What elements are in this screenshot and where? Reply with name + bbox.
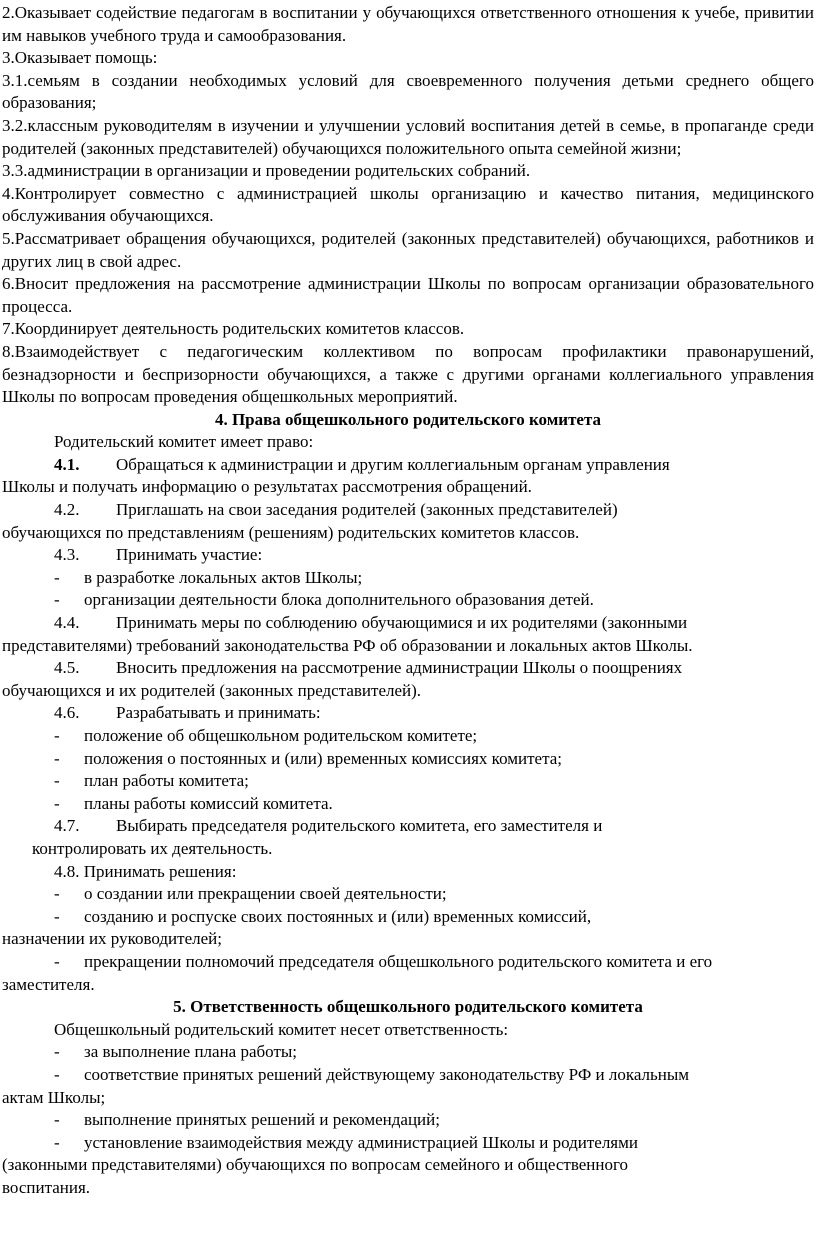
paragraph-6: 6.Вносит предложения на рассмотрение администрации Школы по вопросам организации образовательного процесса. bbox=[2, 274, 814, 316]
list-item-text: о создании или прекращении своей деятельности; bbox=[84, 884, 447, 904]
list-item bbox=[2, 589, 814, 612]
dash-marker: - bbox=[54, 748, 60, 768]
paragraph-2: 2.Оказывает содействие педагогам в воспитании у обучающихся ответственного отношения к учебе, привитии им навыков учебного труда и самообразования. bbox=[2, 3, 814, 45]
dash-marker: - bbox=[54, 1064, 60, 1084]
list-item-text: план работы комитета; bbox=[84, 771, 249, 791]
list-item bbox=[2, 793, 814, 816]
list-item bbox=[2, 725, 814, 748]
item-number: 4.1. bbox=[54, 454, 80, 474]
list-item-text: установление взаимодействия между администрацией Школы и родителями bbox=[84, 1132, 638, 1152]
list-item-text: положение об общешкольном родительском комитете; bbox=[84, 726, 478, 745]
dash-marker: - bbox=[54, 771, 60, 791]
list-item-continuation: заместителя. bbox=[2, 974, 95, 994]
list-item-continuation: (законными представителями) обучающихся по вопросам семейного и общественного bbox=[2, 1155, 629, 1175]
list-item-text: соответствие принятых решений действующему законодательству РФ и локальным bbox=[84, 1064, 690, 1084]
item-4-7 bbox=[2, 815, 814, 838]
list-item bbox=[2, 1041, 814, 1064]
dash-marker: - bbox=[54, 884, 60, 904]
item-number: 4.7. bbox=[54, 816, 80, 836]
dash-marker: - bbox=[54, 951, 60, 971]
item-text: Принимать меры по соблюдению обучающимися и их родителями (законными bbox=[116, 613, 688, 633]
item-4-2 bbox=[2, 499, 814, 522]
item-4-7-continuation: контролировать их деятельность. bbox=[32, 838, 273, 858]
list-item bbox=[2, 951, 814, 974]
list-item-continuation: воспитания. bbox=[2, 1177, 91, 1197]
section-4-heading: 4. Права общешкольного родительского комитета bbox=[214, 409, 602, 429]
list-item-text: планы работы комиссий комитета. bbox=[84, 793, 333, 813]
item-text: Выбирать председателя родительского комитета, его заместителя и bbox=[116, 816, 603, 836]
item-4-1-continuation: Школы и получать информацию о результатах рассмотрения обращений. bbox=[2, 477, 532, 497]
item-number: 4.2. bbox=[54, 500, 80, 520]
paragraph-3-1: 3.1.семьям в создании необходимых условий для своевременного получения детьми среднего общего образования; bbox=[2, 70, 814, 113]
dash-marker: - bbox=[54, 906, 60, 926]
item-4-5 bbox=[2, 657, 814, 680]
list-item-continuation: актам Школы; bbox=[2, 1087, 106, 1107]
item-number: 4.4. bbox=[54, 613, 80, 633]
item-number: 4.6. bbox=[54, 703, 80, 723]
item-4-4-continuation: представителями) требований законодательства РФ об образовании и локальных актов Школы. bbox=[2, 635, 693, 655]
paragraph-3-3: 3.3.администрации в организации и проведении родительских собраний. bbox=[2, 161, 531, 181]
list-item bbox=[2, 906, 814, 929]
item-text: Принимать участие: bbox=[116, 545, 263, 565]
dash-marker: - bbox=[54, 590, 60, 610]
item-number: 4.3. bbox=[54, 545, 80, 565]
list-item-text: организации деятельности блока дополнительного образования детей. bbox=[84, 590, 594, 610]
section-5-intro: Общешкольный родительский комитет несет ответственность: bbox=[54, 1019, 509, 1039]
list-item bbox=[2, 1109, 814, 1132]
item-4-2-continuation: обучающихся по представлениям (решениям) родительских комитетов классов. bbox=[2, 522, 580, 542]
item-text: Разрабатывать и принимать: bbox=[116, 703, 321, 723]
item-number: 4.5. bbox=[54, 658, 80, 678]
paragraph-4: 4.Контролирует совместно с администрацией школы организацию и качество питания, медицинского обслуживания обучающихся. bbox=[2, 183, 814, 226]
dash-marker: - bbox=[54, 726, 60, 745]
item-text: Обращаться к администрации и другим коллегиальным органам управления bbox=[116, 454, 670, 474]
item-4-4 bbox=[2, 612, 814, 635]
list-item-text: положения о постоянных и (или) временных комиссиях комитета; bbox=[84, 748, 562, 768]
dash-marker: - bbox=[54, 793, 60, 813]
section-5-heading: 5. Ответственность общешкольного родительского комитета bbox=[173, 997, 643, 1017]
list-item-text: выполнение принятых решений и рекомендаций; bbox=[84, 1110, 440, 1130]
list-item bbox=[2, 1132, 814, 1155]
paragraph-8: 8.Взаимодействует с педагогическим коллективом по вопросам профилактики правонарушений, безнадзорности и беспризорности обучающихся, а также с другими органами коллегиального управления Школы по вопросам проведения общешкольных мероприятий. bbox=[2, 341, 814, 407]
list-item bbox=[2, 1064, 814, 1087]
item-4-1 bbox=[2, 454, 814, 477]
item-text: Приглашать на свои заседания родителей (законных представителей) bbox=[116, 500, 618, 520]
item-4-5-continuation: обучающихся и их родителей (законных представителей). bbox=[2, 680, 422, 700]
dash-marker: - bbox=[54, 1042, 60, 1062]
dash-marker: - bbox=[54, 567, 60, 587]
list-item-text: прекращении полномочий председателя общешкольного родительского комитета и его bbox=[84, 951, 713, 971]
paragraph-3-2: 3.2.классным руководителям в изучении и улучшении условий воспитания детей в семье, в пропаганде среди родителей (законных представителей) обучающихся положительного опыта семейной жизни; bbox=[2, 115, 814, 158]
list-item bbox=[2, 567, 814, 590]
item-4-3 bbox=[2, 544, 814, 567]
list-item-text: созданию и роспуске своих постоянных и (или) временных комиссий, bbox=[84, 906, 592, 926]
paragraph-7: 7.Координирует деятельность родительских комитетов классов. bbox=[2, 319, 465, 339]
dash-marker: - bbox=[54, 1132, 60, 1152]
list-item bbox=[2, 883, 814, 906]
item-text: Вносить предложения на рассмотрение администрации Школы о поощрениях bbox=[116, 658, 683, 678]
item-4-6 bbox=[2, 702, 814, 725]
list-item-text: за выполнение плана работы; bbox=[84, 1042, 298, 1062]
paragraph-5: 5.Рассматривает обращения обучающихся, родителей (законных представителей) обучающихся, работников и других лиц в свой адрес. bbox=[2, 228, 814, 271]
list-item-continuation: назначении их руководителей; bbox=[2, 929, 222, 949]
item-4-8: 4.8. Принимать решения: bbox=[54, 861, 237, 881]
list-item bbox=[2, 770, 814, 793]
list-item bbox=[2, 748, 814, 771]
section-4-intro: Родительский комитет имеет право: bbox=[54, 432, 314, 452]
list-item-text: в разработке локальных актов Школы; bbox=[84, 567, 363, 587]
paragraph-3: 3.Оказывает помощь: bbox=[2, 48, 158, 68]
dash-marker: - bbox=[54, 1110, 60, 1130]
